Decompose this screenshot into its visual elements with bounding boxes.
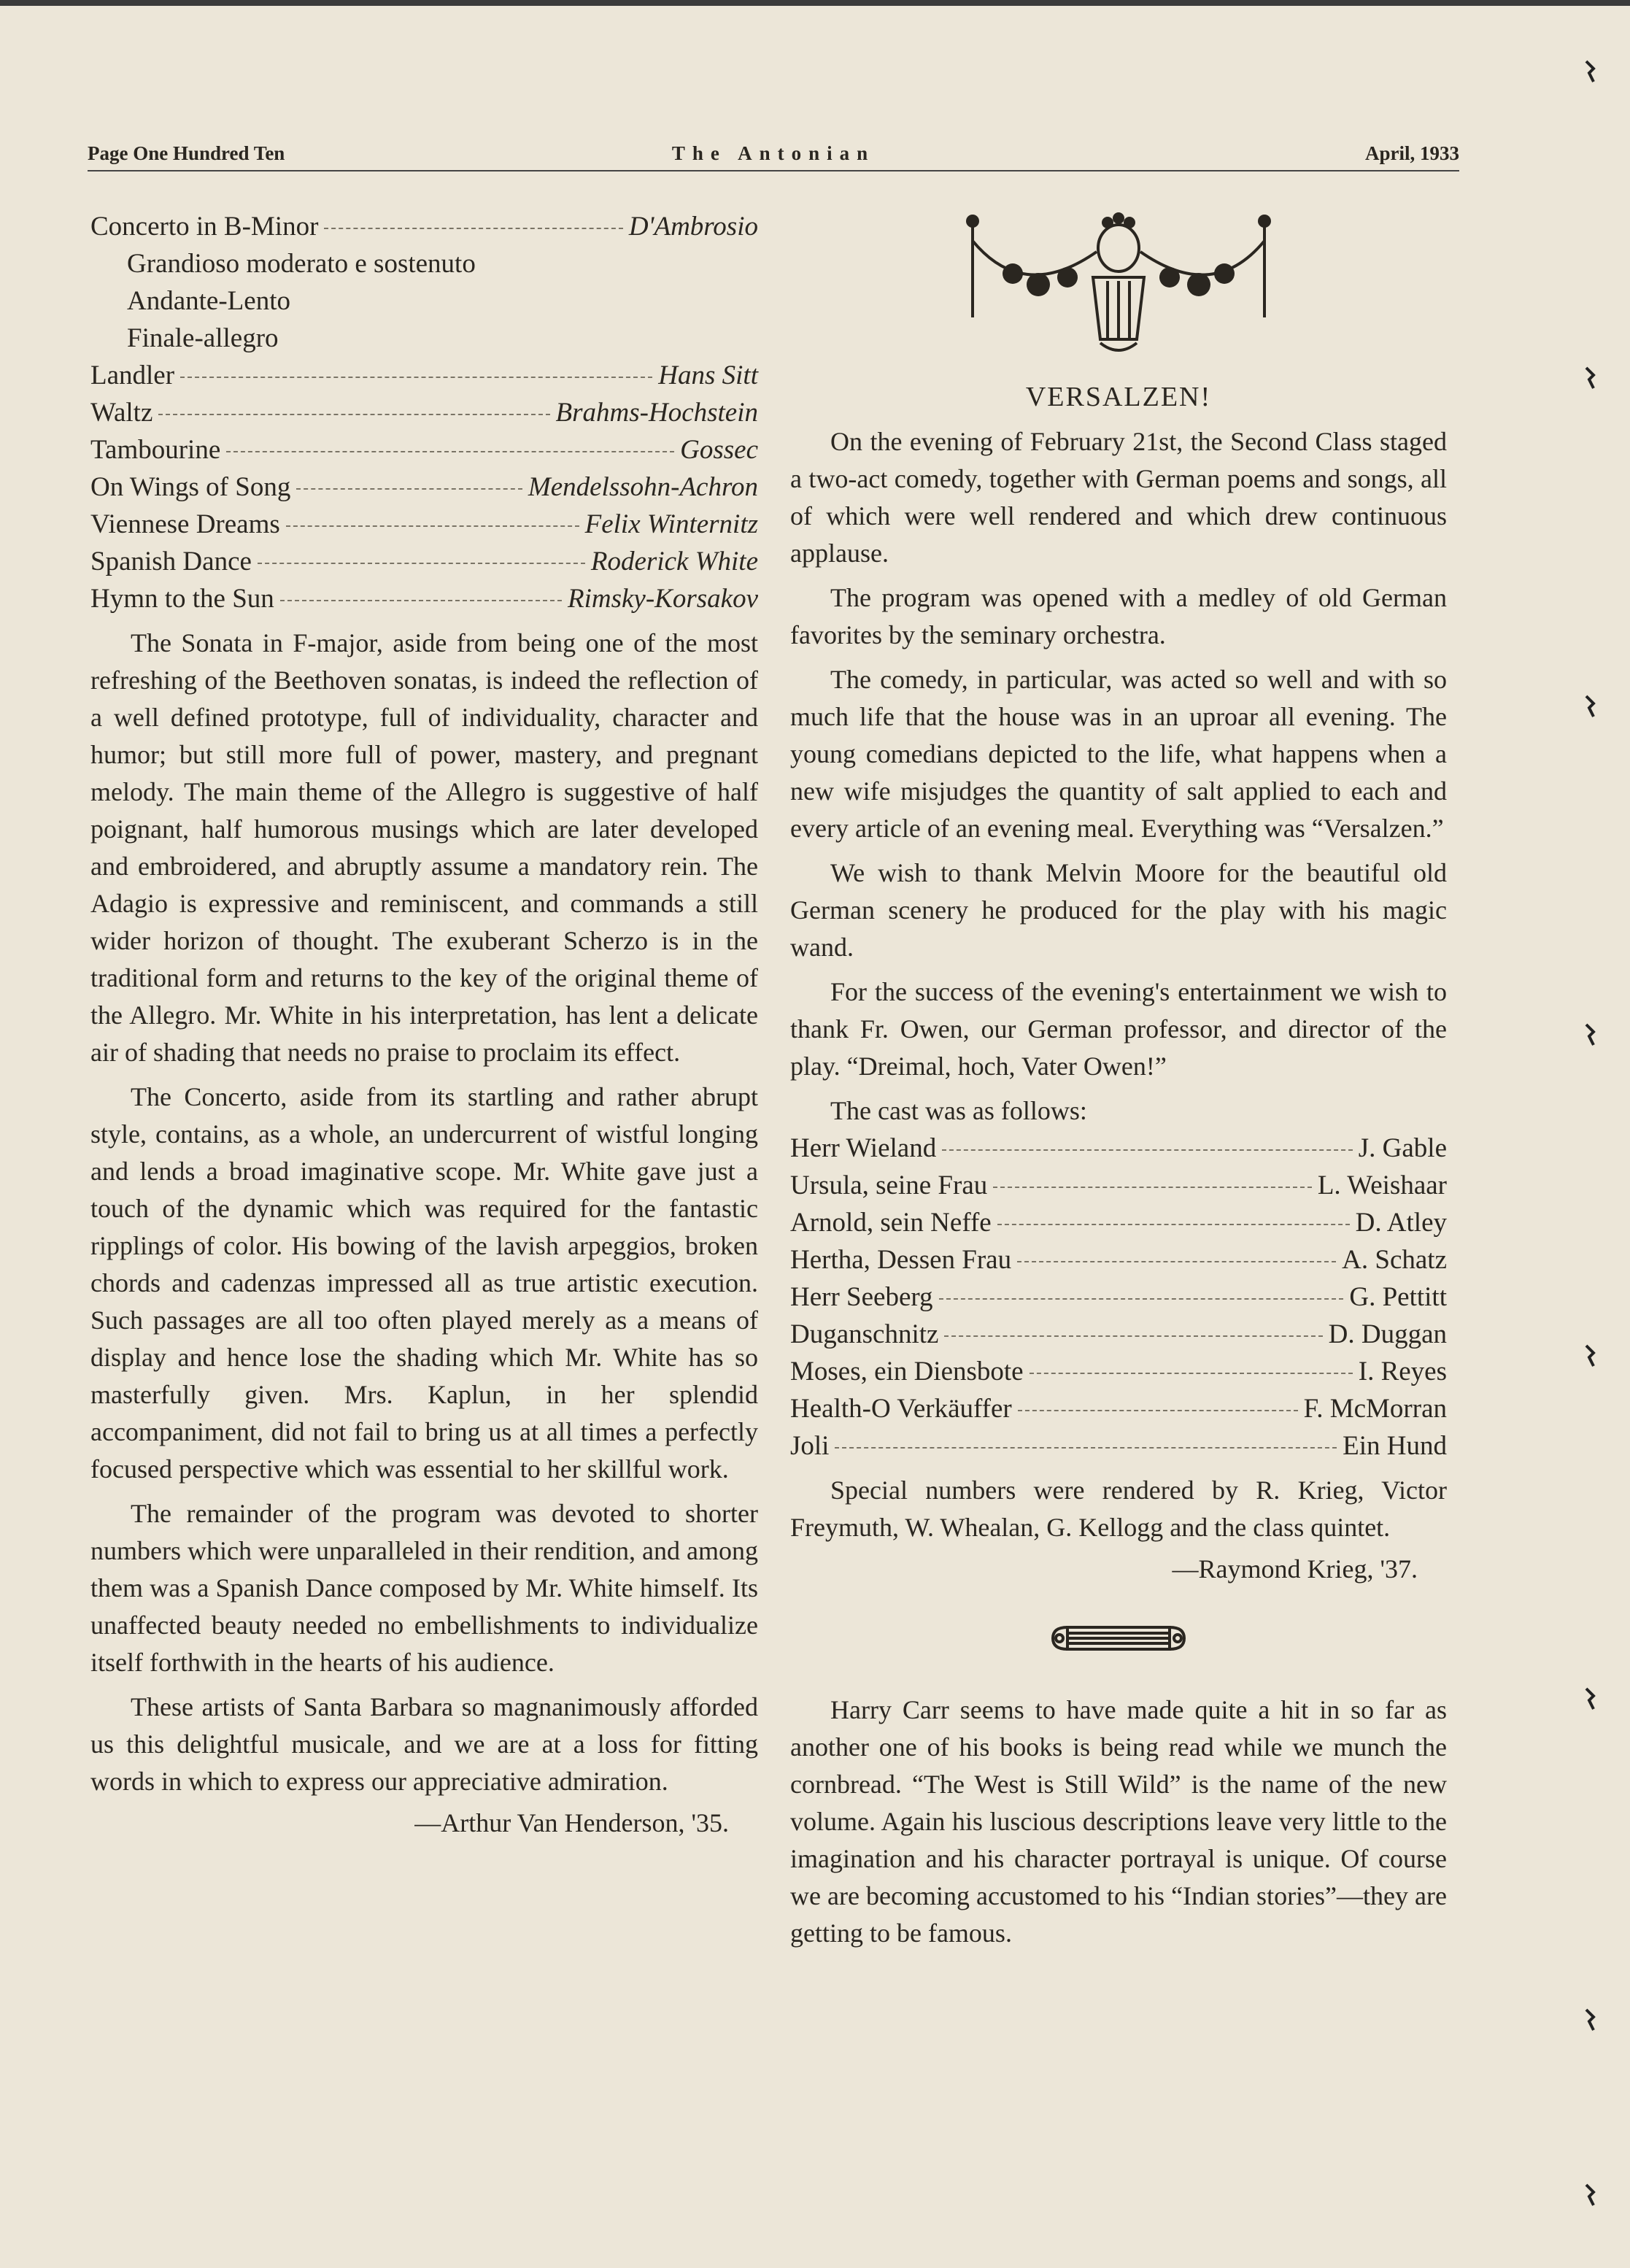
cast-item: Arnold, sein Neffe D. Atley bbox=[790, 1208, 1447, 1238]
cast-item: Health-O Verkäuffer F. McMorran bbox=[790, 1394, 1447, 1424]
program-item: On Wings of Song Mendelssohn-Achron bbox=[90, 472, 758, 502]
right-column bbox=[790, 208, 1447, 1952]
sonata-paragraph: The Sonata in F-major, aside from being one of the most refreshing of the Beethoven sonatas, is indeed the reflection of a well defined prototype, full of individuality, character and humor; but still more full of power, mastery, and pregnant melody. The main theme of the Allegro is suggestive of half poignant, half humorous musings which are later developed and embroidered, and abruptly assume a mandatory rein. The Adagio is expressive and reminiscent, and commands a still wider horizon of thought. The exuberant Scherzo is in the traditional form and returns to the key of the original theme of the Allegro. Mr. White in his interpretation, has lent a delicate air of shading that needs no praise to proclaim its effect. bbox=[90, 628, 758, 1067]
program-list bbox=[90, 208, 758, 617]
versalzen-paragraph: We wish to thank Melvin Moore for the beautiful old German scenery he produced for the play with his magic wand. bbox=[790, 858, 1447, 962]
program-item: Spanish Dance Roderick White bbox=[90, 547, 758, 576]
cast-item: Hertha, Dessen Frau A. Schatz bbox=[790, 1245, 1447, 1275]
left-column bbox=[90, 208, 758, 1842]
binding-mark-icon bbox=[1583, 2007, 1596, 2033]
binding-mark-icon bbox=[1583, 1686, 1596, 1712]
cast-item: Moses, ein Diensbote I. Reyes bbox=[790, 1357, 1447, 1386]
binding-mark-icon bbox=[1583, 1022, 1596, 1048]
scroll-divider-icon bbox=[790, 1617, 1447, 1659]
page-number: Page One Hundred Ten bbox=[88, 142, 285, 164]
program-item: Hymn to the Sun Rimsky-Korsakov bbox=[90, 584, 758, 614]
program-item: Waltz Brahms-Hochstein bbox=[90, 398, 758, 428]
program-item: Tambourine Gossec bbox=[90, 435, 758, 465]
cast-item: Herr Wieland J. Gable bbox=[790, 1133, 1447, 1163]
page-header bbox=[88, 142, 1459, 171]
binding-mark-icon bbox=[1583, 2182, 1596, 2208]
program-item: Finale-allegro bbox=[127, 323, 279, 353]
versalzen-paragraph: The comedy, in particular, was acted so well and with so much life that the house was in an uproar all evening. The young comedians depicted to the life, what happens when a new wife misjudges the quantity of salt applied to each and every article of an evening meal. Everything was “Versalzen.” bbox=[790, 665, 1447, 843]
issue-date: April, 1933 bbox=[1364, 142, 1459, 164]
versalzen-paragraph: The program was opened with a medley of old German favorites by the seminary orchestra. bbox=[790, 583, 1447, 649]
special-numbers-paragraph: Special numbers were rendered by R. Krieg, Victor Freymuth, W. Whealan, G. Kellogg and the class quintet. bbox=[790, 1476, 1447, 1542]
program-item: Grandioso moderato e sostenuto bbox=[127, 249, 476, 279]
cast-item: Duganschnitz D. Duggan bbox=[790, 1319, 1447, 1349]
cast-intro: The cast was as follows: bbox=[830, 1096, 1087, 1125]
program-item: Concerto in B-Minor D'Ambrosio bbox=[90, 212, 758, 242]
scan-top-edge bbox=[0, 0, 1630, 6]
closing-paragraph: These artists of Santa Barbara so magnanimously afforded us this delightful musicale, and we are at a loss for fitting words in which to express our appreciative admiration. bbox=[90, 1692, 758, 1796]
publication-title: The Antonian bbox=[671, 142, 876, 164]
section-title: VERSALZEN! bbox=[1025, 382, 1212, 412]
carr-paragraph: Harry Carr seems to have made quite a hit in so far as another one of his books is being read while we munch the cornbread. “The West is Still Wild” is the name of the new volume. Again his luscious descriptions leave very little to the imagination and his character portrayal is unique. Of course we are becoming accustomed to his “Indian stories”—they are getting to be famous. bbox=[790, 1695, 1447, 1948]
versalzen-paragraph: On the evening of February 21st, the Second Class staged a two-act comedy, together with German poems and songs, all of which were well rendered and which drew continuous applause. bbox=[790, 427, 1447, 568]
cast-item: Joli Ein Hund bbox=[790, 1431, 1447, 1461]
binding-mark-icon bbox=[1583, 365, 1596, 391]
garland-ornament-icon bbox=[790, 208, 1447, 376]
author-signature: —Arthur Van Henderson, '35. bbox=[414, 1808, 729, 1837]
program-item: Viennese Dreams Felix Winternitz bbox=[90, 509, 758, 539]
concerto-paragraph: The Concerto, aside from its startling and rather abrupt style, contains, as a whole, an undercurrent of wistful longing and lends a broad imaginative scope. Mr. White gave just a touch of the dynamic which was required for the fantastic ripplings of color. His bowing of the lavish arpeggios, broken chords and cadenzas impressed all as true artistic execution. Such passages are all too often played merely as a means of display and hence lose the shading which Mr. White has so masterfully given. Mrs. Kaplun, in her splendid accompaniment, did not fail to bring us at all times a perfectly focused perspective which was essential to her skillful work. bbox=[90, 1082, 758, 1484]
program-item: Andante-Lento bbox=[127, 286, 290, 316]
program-item: Landler Hans Sitt bbox=[90, 360, 758, 390]
header-rule bbox=[88, 170, 1459, 171]
remainder-paragraph: The remainder of the program was devoted to shorter numbers which were unparalleled in their rendition, and among them was a Spanish Dance composed by Mr. White himself. Its unaffected beauty needed no embellishments to individualize itself forthwith in the hearts of his audience. bbox=[90, 1499, 758, 1677]
cast-item: Herr Seeberg G. Pettitt bbox=[790, 1282, 1447, 1312]
binding-mark-icon bbox=[1583, 58, 1596, 85]
binding-mark-icon bbox=[1583, 1343, 1596, 1369]
cast-list bbox=[790, 1130, 1447, 1465]
author-signature: —Raymond Krieg, '37. bbox=[1172, 1554, 1418, 1584]
binding-mark-icon bbox=[1583, 693, 1596, 720]
cast-item: Ursula, seine Frau L. Weishaar bbox=[790, 1170, 1447, 1200]
versalzen-paragraph: For the success of the evening's entertainment we wish to thank Fr. Owen, our German professor, and director of the play. “Dreimal, hoch, Vater Owen!” bbox=[790, 977, 1447, 1081]
